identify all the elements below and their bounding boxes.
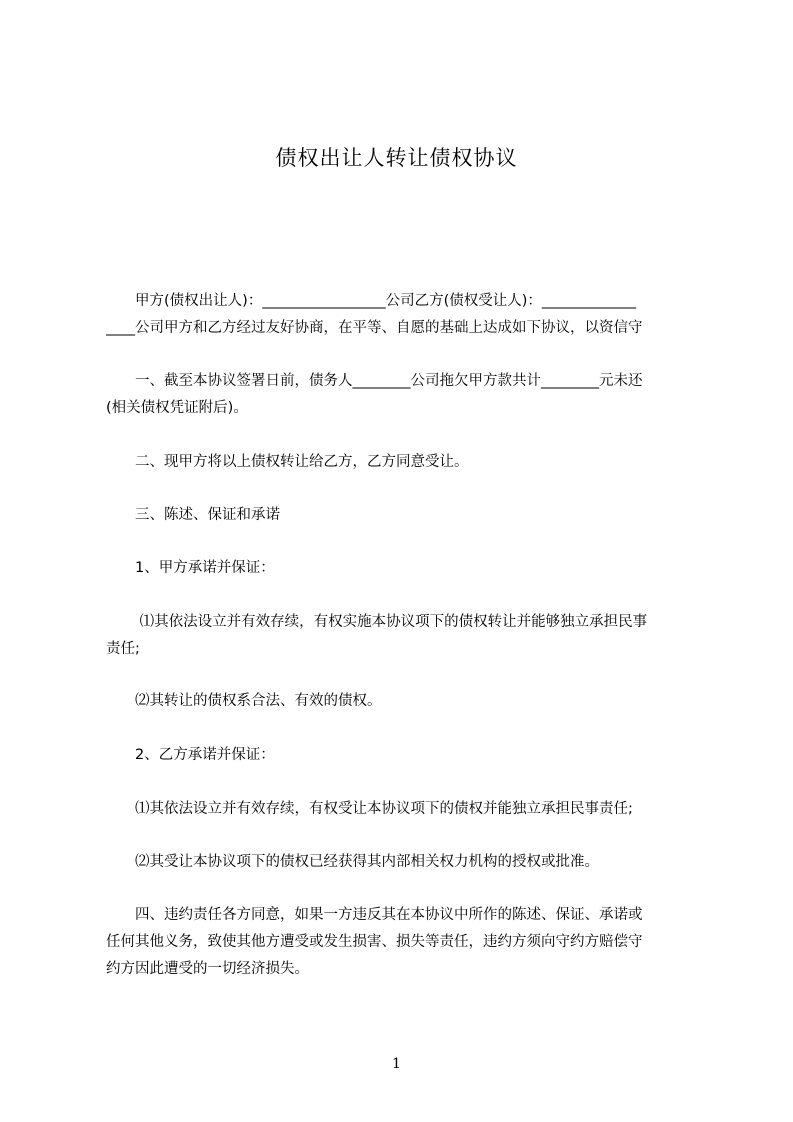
paragraph-line: ____公司甲方和乙方经过友好协商，在平等、自愿的基础上达成如下协议，以资信守 [106, 320, 643, 336]
paragraph-line: ⑵其转让的债权系合法、有效的债权。 [106, 693, 382, 709]
document-title: 债权出让人转让债权协议 [275, 146, 518, 170]
paragraph-line: 责任; [106, 641, 140, 657]
paragraph-line: 约方因此遭受的一切经济损失。 [106, 961, 309, 977]
paragraph-line: 甲方(债权出让人)：_________________公司乙方(债权受让人)：_____________ [106, 293, 637, 309]
paragraph-line: ⑵其受让本协议项下的债权已经获得其内部相关权力机构的授权或批准。 [106, 854, 599, 870]
paragraph-line: 三、陈述、保证和承诺 [106, 507, 280, 523]
paragraph-line: ⑴其依法设立并有效存续，有权受让本协议项下的债权并能独立承担民事责任; [106, 801, 633, 817]
paragraph-line: 四、违约责任各方同意，如果一方违反其在本协议中所作的陈述、保证、承诺或 [106, 907, 643, 923]
paragraph-line: (相关债权凭证附后)。 [106, 400, 248, 416]
paragraph-line: 2、乙方承诺并保证： [106, 747, 275, 763]
page-number: 1 [392, 1056, 401, 1072]
paragraph-line: 一、截至本协议签署日前，债务人________公司拖欠甲方款共计________元未还 [106, 373, 643, 389]
paragraph-line: 二、现甲方将以上债权转让给乙方，乙方同意受让。 [106, 454, 469, 470]
paragraph-line: 1、甲方承诺并保证： [106, 560, 275, 576]
paragraph-line: ⑴其依法设立并有效存续，有权实施本协议项下的债权转让并能够独立承担民事 [106, 614, 648, 630]
paragraph-line: 任何其他义务，致使其他方遭受或发生损害、损失等责任，违约方须向守约方赔偿守 [106, 934, 643, 950]
